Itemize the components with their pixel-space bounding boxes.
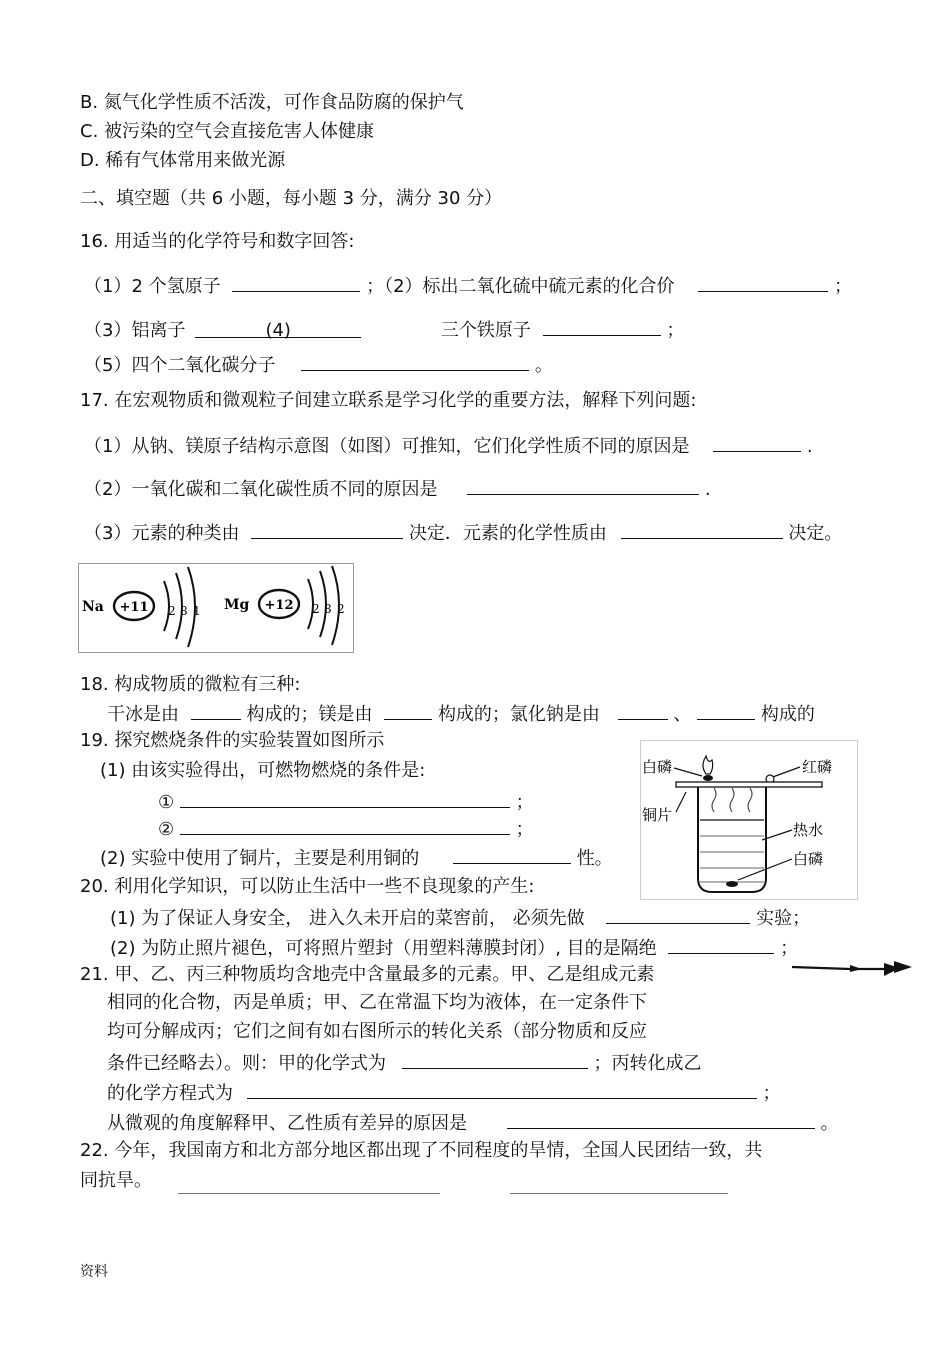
q17-part3b: 决定．元素的化学性质由	[408, 523, 607, 544]
q21-part4b: ；丙转化成乙	[593, 1053, 702, 1074]
q20-line2	[110, 935, 798, 961]
transformation-arrows-figure	[790, 959, 914, 983]
semicolon: ；	[515, 792, 534, 813]
label-white-phosphorus-bottom: 白磷	[793, 850, 824, 868]
answer-blank[interactable]	[713, 433, 801, 452]
na-shell-count: 8	[180, 604, 188, 618]
q16-line2	[84, 317, 684, 343]
q16-part5: （5）四个二氧化碳分子	[84, 355, 276, 376]
q16-part4-label: (4)	[265, 320, 291, 341]
answer-blank[interactable]	[606, 905, 750, 924]
q20-line1	[110, 905, 810, 931]
q16-part2: ；（2）标出二氧化硫中硫元素的化合价	[366, 276, 675, 297]
q18-part5: 构成的	[760, 704, 815, 725]
na-symbol: Na	[82, 599, 104, 615]
q21-line6	[107, 1110, 838, 1136]
q17-line3	[84, 520, 842, 546]
answer-blank[interactable]	[697, 701, 755, 720]
mg-nucleus-label: +12	[264, 598, 294, 613]
question-16: 16. 用适当的化学符号和数字回答:	[80, 231, 355, 252]
q16-line1	[84, 273, 852, 299]
semicolon: ；	[515, 819, 534, 840]
na-nucleus-label: +11	[119, 600, 149, 615]
combustion-apparatus-figure	[640, 740, 858, 900]
q16-part1: （1）2 个氢原子	[84, 276, 221, 297]
answer-blank[interactable]	[621, 520, 783, 539]
answer-blank[interactable]	[618, 701, 668, 720]
q17-part3c: 决定。	[788, 523, 843, 544]
footer-label: 资料	[80, 1264, 108, 1280]
question-22: 22. 今年，我国南方和北方部分地区都出现了不同程度的旱情，全国人民团结一致，共	[80, 1140, 763, 1161]
na-shell-count: 2	[168, 604, 176, 618]
q21-part6: 从微观的角度解释甲、乙性质有差异的原因是	[107, 1113, 467, 1134]
answer-blank[interactable]	[247, 1080, 757, 1099]
question-17: 17. 在宏观物质和微观粒子间建立联系是学习化学的重要方法，解释下列问题:	[80, 390, 697, 411]
q18-line1	[107, 701, 815, 727]
q17-part2: （2）一氧化碳和二氧化碳性质不同的原因是	[84, 479, 438, 500]
q20-part1b: 实验；	[756, 908, 811, 929]
answer-blank[interactable]	[668, 935, 774, 954]
answer-blank[interactable]	[301, 352, 529, 371]
q20-part1: (1) 为了保证人身安全， 进入久未开启的菜窖前， 必须先做	[110, 908, 585, 929]
semicolon: ；	[834, 276, 853, 297]
circled-one: ①	[158, 792, 175, 813]
answer-blank[interactable]	[384, 701, 432, 720]
dot: .	[806, 436, 813, 457]
white-phosphorus-piece	[703, 775, 713, 781]
q20-part2: (2) 为防止照片褪色，可将照片塑封（用塑料薄膜封闭）, 目的是隔绝	[110, 938, 657, 959]
q19-line2	[100, 845, 613, 871]
q21-line5	[107, 1080, 780, 1106]
question-21: 21. 甲、乙、丙三种物质均含地壳中含量最多的元素。甲、乙是组成元素	[80, 964, 655, 985]
q21-line4	[107, 1050, 701, 1076]
answer-blank[interactable]	[251, 520, 403, 539]
answer-blank[interactable]	[698, 273, 828, 292]
option-c: C. 被污染的空气会直接危害人体健康	[80, 121, 375, 142]
label-hot-water: 热水	[793, 821, 824, 839]
dot: .	[704, 479, 711, 500]
copper-sheet	[676, 782, 822, 787]
q16-part3: （3）铝离子	[84, 320, 186, 341]
q21-line3: 均可分解成丙；它们之间有如右图所示的转化关系（部分物质和反应	[107, 1021, 647, 1042]
q17-line1	[84, 433, 813, 459]
mg-shell-count: 8	[324, 602, 332, 616]
label-white-phosphorus-top: 白磷	[642, 758, 673, 776]
answer-blank[interactable]	[543, 317, 661, 336]
answer-blank[interactable]	[453, 845, 571, 864]
mg-shell-count: 2	[337, 602, 345, 616]
q18-part3: 构成的；氯化钠是由	[437, 704, 600, 725]
question-18: 18. 构成物质的微粒有三种:	[80, 674, 301, 695]
period: 。	[820, 1113, 839, 1134]
q21-line2: 相同的化合物，丙是单质；甲、乙在常温下均为液体，在一定条件下	[107, 992, 647, 1013]
question-19: 19. 探究燃烧条件的实验装置如图所示	[80, 730, 385, 751]
label-copper-sheet: 铜片	[642, 806, 673, 824]
atom-structure-figure	[78, 563, 354, 653]
period: 。	[534, 355, 553, 376]
na-shell-count: 1	[193, 604, 201, 618]
answer-blank[interactable]	[467, 476, 699, 495]
q19-cond1	[158, 789, 534, 815]
q21-part4: 条件已经略去）。则：甲的化学式为	[107, 1053, 386, 1074]
mg-shell-count: 2	[312, 602, 320, 616]
semicolon: ；	[780, 938, 799, 959]
faint-rule	[510, 1193, 728, 1194]
submerged-white-phosphorus	[726, 881, 738, 887]
q16-part4: 三个铁原子	[440, 320, 531, 341]
q17-part1: （1）从钠、镁原子结构示意图（如图）可推知，它们化学性质不同的原因是	[84, 436, 690, 457]
mg-symbol: Mg	[224, 597, 250, 613]
semicolon: ；	[762, 1083, 781, 1104]
option-d: D. 稀有气体常用来做光源	[80, 150, 286, 171]
q19-cond2	[158, 816, 534, 842]
q18-part2: 构成的；镁是由	[246, 704, 373, 725]
answer-blank[interactable]	[191, 701, 241, 720]
section-heading: 二、填空题（共 6 小题，每小题 3 分，满分 30 分）	[80, 188, 503, 209]
q17-part3: （3）元素的种类由	[84, 523, 240, 544]
q22-line2: 同抗旱。	[80, 1170, 152, 1191]
q18-part4: 、	[673, 704, 692, 725]
label-red-phosphorus: 红磷	[802, 758, 833, 776]
answer-blank[interactable]	[180, 789, 510, 808]
semicolon: ；	[666, 320, 685, 341]
q18-part1: 干冰是由	[107, 704, 179, 725]
q16-line3	[84, 352, 553, 378]
option-b: B. 氮气化学性质不活泼，可作食品防腐的保护气	[80, 92, 464, 113]
faint-rule	[178, 1193, 440, 1194]
answer-blank[interactable]	[402, 1050, 588, 1069]
q19-part2b: 性。	[576, 848, 613, 869]
q21-part5: 的化学方程式为	[107, 1083, 233, 1104]
q19-part1: (1) 由该实验得出，可燃物燃烧的条件是:	[100, 760, 426, 781]
answer-blank[interactable]	[232, 273, 360, 292]
circled-two: ②	[158, 819, 175, 840]
answer-blank[interactable]	[507, 1110, 815, 1129]
question-20: 20. 利用化学知识，可以防止生活中一些不良现象的产生:	[80, 876, 535, 897]
q17-line2	[84, 476, 711, 502]
answer-blank[interactable]	[195, 319, 361, 341]
answer-blank[interactable]	[180, 816, 510, 835]
q19-part2: (2) 实验中使用了铜片，主要是利用铜的	[100, 848, 420, 869]
